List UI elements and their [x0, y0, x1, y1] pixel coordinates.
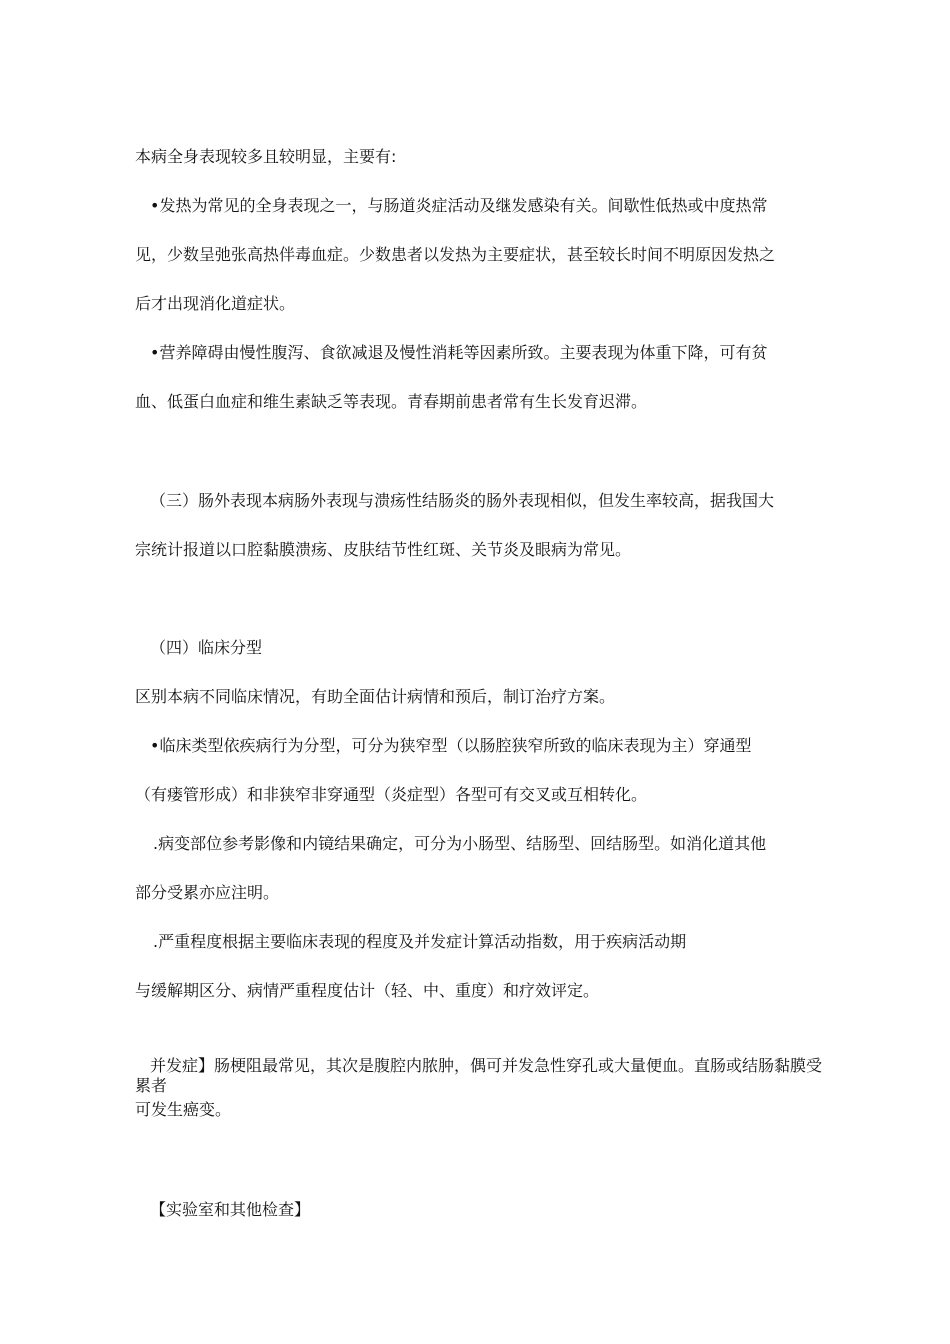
severity-line-2: 与缓解期区分、病情严重程度估计（轻、中、重度）和疗效评定。: [135, 981, 600, 1000]
fever-line-3: 后才出现消化道症状。: [135, 294, 296, 313]
location-line-2: 部分受累亦应注明。: [135, 883, 280, 902]
severity-line-1: .严重程度根据主要临床表现的程度及并发症计算活动指数，用于疾病活动期: [153, 932, 687, 951]
type-line-2: （有瘘管形成）和非狭窄非穿通型（炎症型）各型可有交叉或互相转化。: [135, 785, 648, 804]
location-line-1: .病变部位参考影像和内镜结果确定，可分为小肠型、结肠型、回结肠型。如消化道其他: [153, 834, 767, 853]
nutrition-line-1: •营养障碍由慢性腹泻、食欲减退及慢性消耗等因素所致。主要表现为体重下降，可有贫: [150, 343, 768, 362]
fever-line-1: •发热为常见的全身表现之一，与肠道炎症活动及继发感染有关。间歇性低热或中度热常: [150, 196, 768, 215]
extraintestinal-line-2: 宗统计报道以口腔黏膜溃疡、皮肤结节性红斑、关节炎及眼病为常见。: [135, 540, 632, 559]
complications-paragraph: 并发症】肠梗阻最常见，其次是腹腔内脓肿，偶可并发急性穿孔或大量便血。直肠或结肠黏膜受累者: [135, 1056, 823, 1095]
section-title-lab-tests: 【实验室和其他检查】: [150, 1200, 311, 1219]
fever-line-2: 见，少数呈弛张高热伴毒血症。少数患者以发热为主要症状，甚至较长时间不明原因发热之: [135, 245, 776, 264]
type-line-1: •临床类型依疾病行为分型，可分为狭窄型（以肠腔狭窄所致的临床表现为主）穿通型: [150, 736, 752, 755]
classification-intro: 区别本病不同临床情况，有助全面估计病情和预后，制订治疗方案。: [135, 687, 616, 706]
section-title-classification: （四）临床分型: [150, 638, 263, 657]
intro-line: 本病全身表现较多且较明显，主要有:: [135, 147, 397, 166]
nutrition-line-2: 血、低蛋白血症和维生素缺乏等表现。青春期前患者常有生长发育迟滞。: [135, 392, 648, 411]
extraintestinal-line-1: （三）肠外表现本病肠外表现与溃疡性结肠炎的肠外表现相似，但发生率较高，据我国大: [150, 491, 775, 510]
complications-line-2: 可发生癌变。: [135, 1100, 232, 1119]
